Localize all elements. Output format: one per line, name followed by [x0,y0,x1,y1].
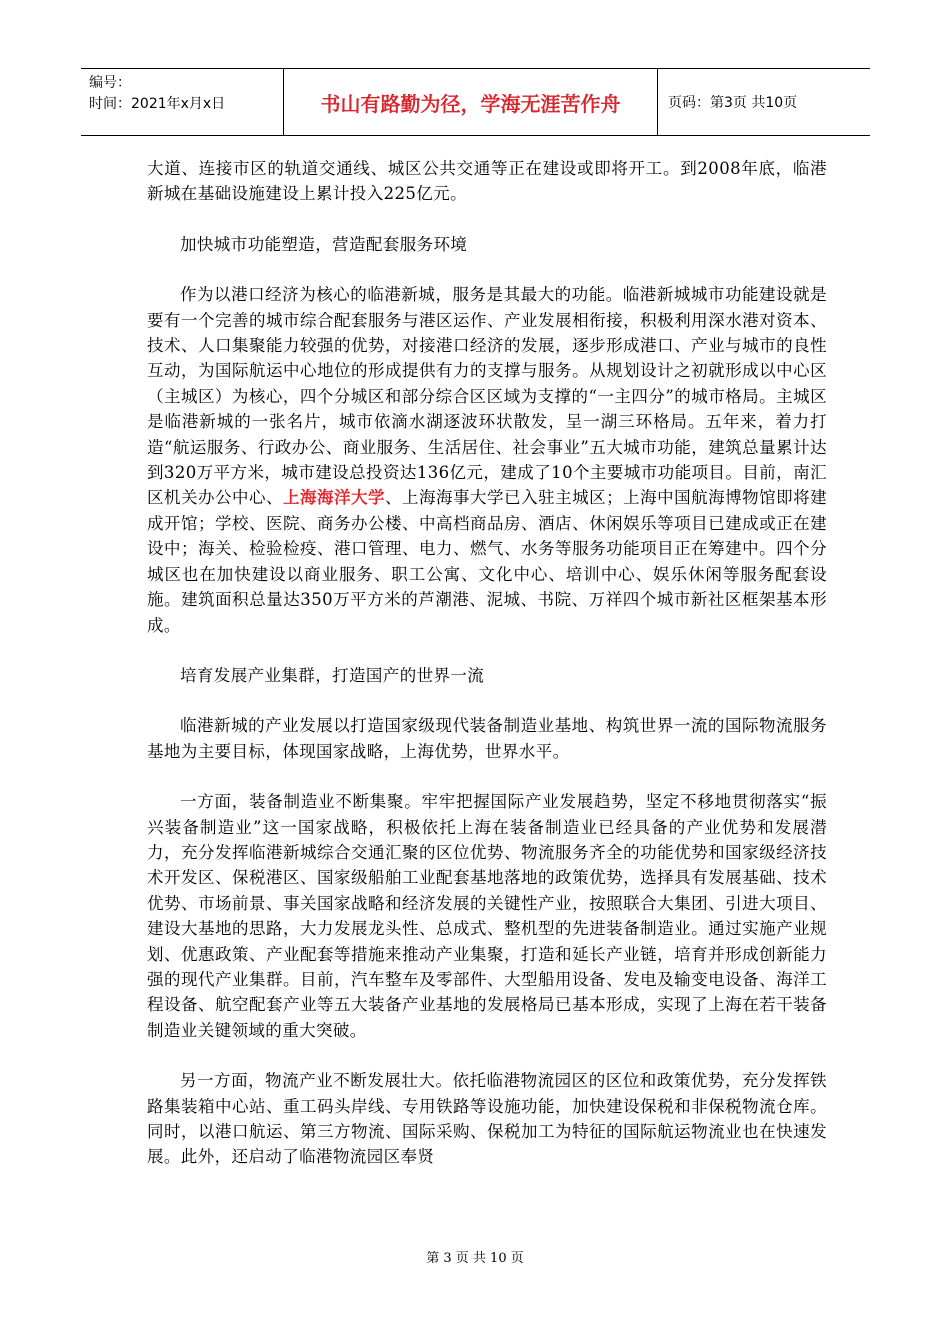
header-page-label: 页码：第3页 共10页 [668,95,798,111]
header-motto: 书山有路勤为径，学海无涯苦作舟 [284,69,658,135]
paragraph-2 [147,282,827,638]
document-body [147,156,827,1195]
university-link[interactable]: 上海海洋大学 [283,488,386,508]
page-footer: 第 3 页 共 10 页 [426,1251,524,1266]
page-header [81,68,870,136]
paragraph-4: 一方面，装备制造业不断集聚。牢牢把握国际产业发展趋势，坚定不移地贯彻落实“振兴装备制造业”这一国家战略，积极依托上海在装备制造业已经具备的产业优势和发展潜力，充分发挥临港新城综合交通汇聚的区位优势、物流服务齐全的功能优势和国家级经济技术开发区、保税港区、国家级船舶工业配套基地落地的政策优势，选择具有发展基础、技术优势、市场前景、事关国家战略和经济发展的关键性产业，按照联合大集团、引进大项目、建设大基地的思路，大力发展龙头性、总成式、整机型的先进装备制造业。通过实施产业规划、优惠政策、产业配套等措施来推动产业集聚，打造和延长产业链，培育并形成创新能力强的现代产业集群。目前，汽车整车及零部件、大型船用设备、发电及输变电设备、海洋工程设备、航空配套产业等五大装备产业基地的发展格局已基本形成，实现了上海在若干装备制造业关键领域的重大突破。 [147,792,827,1040]
paragraph-2-part-b: 、上海海事大学已入驻主城区；上海中国航海博物馆即将建成开馆；学校、医院、商务办公楼、中高档商品房、酒店、休闲娱乐等项目已建成或正在建设中；海关、检验检疫、港口管理、电力、燃气、水务等服务功能项目正在筹建中。四个分城区也在加快建设以商业服务、职工公寓、文化中心、培训中心、娱乐休闲等服务配套设施。建筑面积总量达350万平方米的芦潮港、泥城、书院、万祥四个城市新社区框架基本形成。 [147,488,828,635]
paragraph-2-part-a: 作为以港口经济为核心的临港新城，服务是其最大的功能。临港新城城市功能建设就是要有一个完善的城市综合配套服务与港区运作、产业发展相衔接，积极利用深水港对资本、技术、人口集聚能力较强的优势，对接港口经济的发展，逐步形成港口、产业与城市的良性互动，为国际航运中心地位的形成提供有力的支撑与服务。从规划设计之初就形成以中心区（主城区）为核心，四个分城区和部分综合区区域为支撑的“一主四分”的城市格局。主城区是临港新城的一张名片，城市依滴水湖逐波环状散发，呈一湖三环格局。五年来，着力打造“航运服务、行政办公、商业服务、生活居住、社会事业”五大城市功能，建筑总量累计达到320万平方米，城市建设总投资达136亿元，建成了10个主要城市功能项目。目前，南汇区机关办公中心、 [147,285,827,508]
header-meta [81,69,284,135]
number-label: 编号： [89,75,131,91]
paragraph-3: 临港新城的产业发展以打造国家级现代装备制造业基地、构筑世界一流的国际物流服务基地为主要目标，体现国家战略，上海优势，世界水平。 [147,716,827,761]
paragraph-5: 另一方面，物流产业不断发展壮大。依托临港物流园区的区位和政策优势，充分发挥铁路集装箱中心站、重工码头岸线、专用铁路等设施功能，加快建设保税和非保税物流仓库。同时，以港口航运、第三方物流、国际采购、保税加工为特征的国际航运物流业也在快速发展。此外，还启动了临港物流园区奉贤 [147,1071,827,1167]
section-heading-1: 加快城市功能塑造，营造配套服务环境 [180,234,468,254]
paragraph-1: 大道、连接市区的轨道交通线、城区公共交通等正在建设或即将开工。到2008年底，临港新城在基础设施建设上累计投入225亿元。 [147,159,827,204]
section-heading-2: 培育发展产业集群，打造国产的世界一流 [180,665,485,685]
time-label: 时间：2021年x月x日 [89,96,226,112]
